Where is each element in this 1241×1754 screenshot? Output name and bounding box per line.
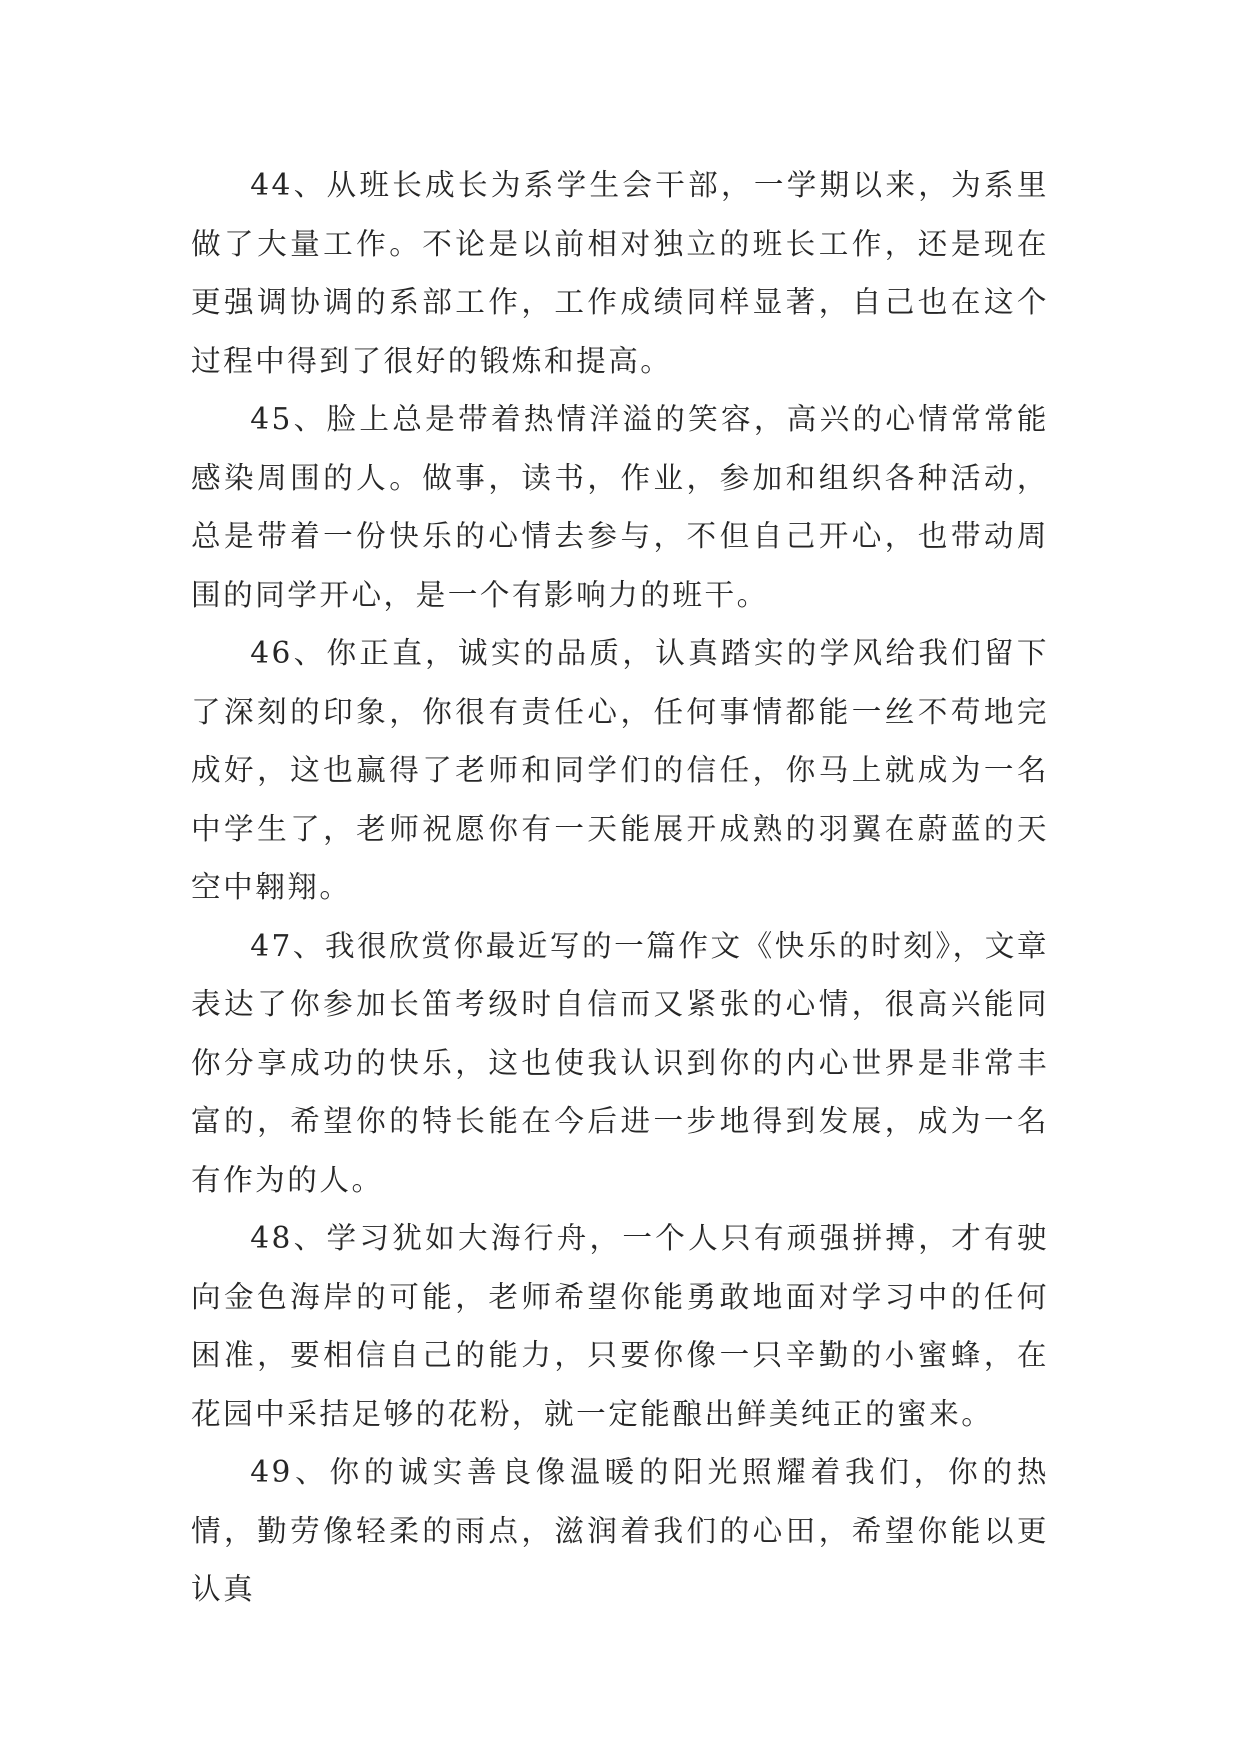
paragraph-44: 44、从班长成长为系学生会干部，一学期以来，为系里做了大量工作。不论是以前相对独立的班长工作，还是现在更强调协调的系部工作，工作成绩同样显著，自己也在这个过程中得到了很好的锻炼和提高。 xyxy=(191,168,1049,378)
paragraph-45: 45、脸上总是带着热情洋溢的笑容，高兴的心情常常能感染周围的人。做事，读书，作业，参加和组织各种活动，总是带着一份快乐的心情去参与，不但自己开心，也带动周围的同学开心，是一个有影响力的班干。 xyxy=(191,402,1049,612)
paragraph-49: 49、你的诚实善良像温暖的阳光照耀着我们，你的热情，勤劳像轻柔的雨点，滋润着我们的心田，希望你能以更认真 xyxy=(191,1455,1049,1606)
paragraph-48: 48、学习犹如大海行舟，一个人只有顽强拼搏，才有驶向金色海岸的可能，老师希望你能勇敢地面对学习中的任何困准，要相信自己的能力，只要你像一只辛勤的小蜜蜂，在花园中采拮足够的花粉，就一定能酿出鲜美纯正的蜜来。 xyxy=(191,1221,1049,1431)
document-body xyxy=(191,156,1049,1619)
paragraph-46: 46、你正直，诚实的品质，认真踏实的学风给我们留下了深刻的印象，你很有责任心，任何事情都能一丝不苟地完成好，这也赢得了老师和同学们的信任，你马上就成为一名中学生了，老师祝愿你有一天能展开成熟的羽翼在蔚蓝的天空中翱翔。 xyxy=(191,636,1049,904)
paragraph-47: 47、我很欣赏你最近写的一篇作文《快乐的时刻》，文章表达了你参加长笛考级时自信而又紧张的心情，很高兴能同你分享成功的快乐，这也使我认识到你的内心世界是非常丰富的，希望你的特长能在今后进一步地得到发展，成为一名有作为的人。 xyxy=(191,928,1049,1197)
